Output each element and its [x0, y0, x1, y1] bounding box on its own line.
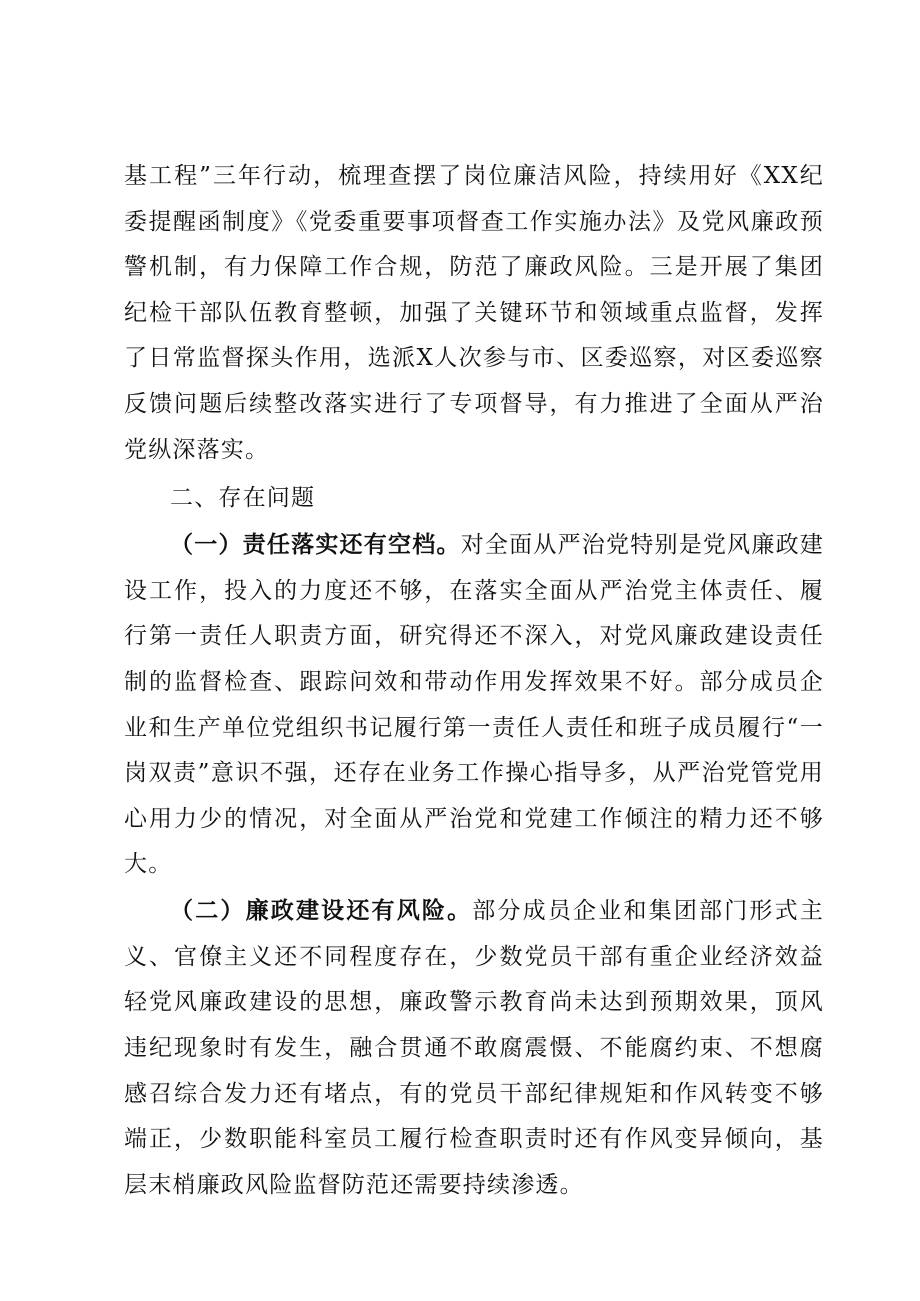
intro-paragraph: 基工程”三年行动，梳理查摆了岗位廉洁风险，持续用好《XX纪委提醒函制度》《党委重要事项督查工作实施办法》及党风廉政预警机制，有力保障工作合规，防范了廉政风险。三是开展了集团纪检干部队伍教育整顿，加强了关键环节和领域重点监督，发挥了日常监督探头作用，选派X人次参与市、区委巡察，对区委巡察反馈问题后续整改落实进行了专项督导，有力推进了全面从严治党纵深落实。: [124, 163, 824, 463]
section-heading-text: 二、存在问题: [170, 485, 316, 512]
issue-paragraph-1: [124, 523, 824, 888]
issue-title-1: （一）责任落实还有空档。: [170, 532, 461, 559]
issue-paragraph-2: [124, 889, 824, 1208]
section-heading: [124, 476, 824, 522]
document-body: [124, 154, 824, 1208]
issue-body-2: 部分成员企业和集团部门形式主义、官僚主义还不同程度存在，少数党员干部有重企业经济效益轻党风廉政建设的思想，廉政警示教育尚未达到预期效果，顶风违纪现象时有发生，融合贯通不敢腐震慑、不能腐约束、不想腐感召综合发力还有堵点，有的党员干部纪律规矩和作风转变不够端正，少数职能科室员工履行检查职责时还有作风变异倾向，基层末梢廉政风险监督防范还需要持续渗透。: [124, 898, 824, 1198]
issue-title-2: （二）廉政建设还有风险。: [170, 898, 473, 925]
issue-body-1: 对全面从严治党特别是党风廉政建设工作，投入的力度还不够，在落实全面从严治党主体责任、履行第一责任人职责方面，研究得还不深入，对党风廉政建设责任制的监督检查、跟踪问效和带动作用发挥效果不好。部分成员企业和生产单位党组织书记履行第一责任人责任和班子成员履行“一岗双责”意识不强，还存在业务工作操心指导多，从严治党管党用心用力少的情况，对全面从严治党和党建工作倾注的精力还不够大。: [124, 532, 825, 878]
